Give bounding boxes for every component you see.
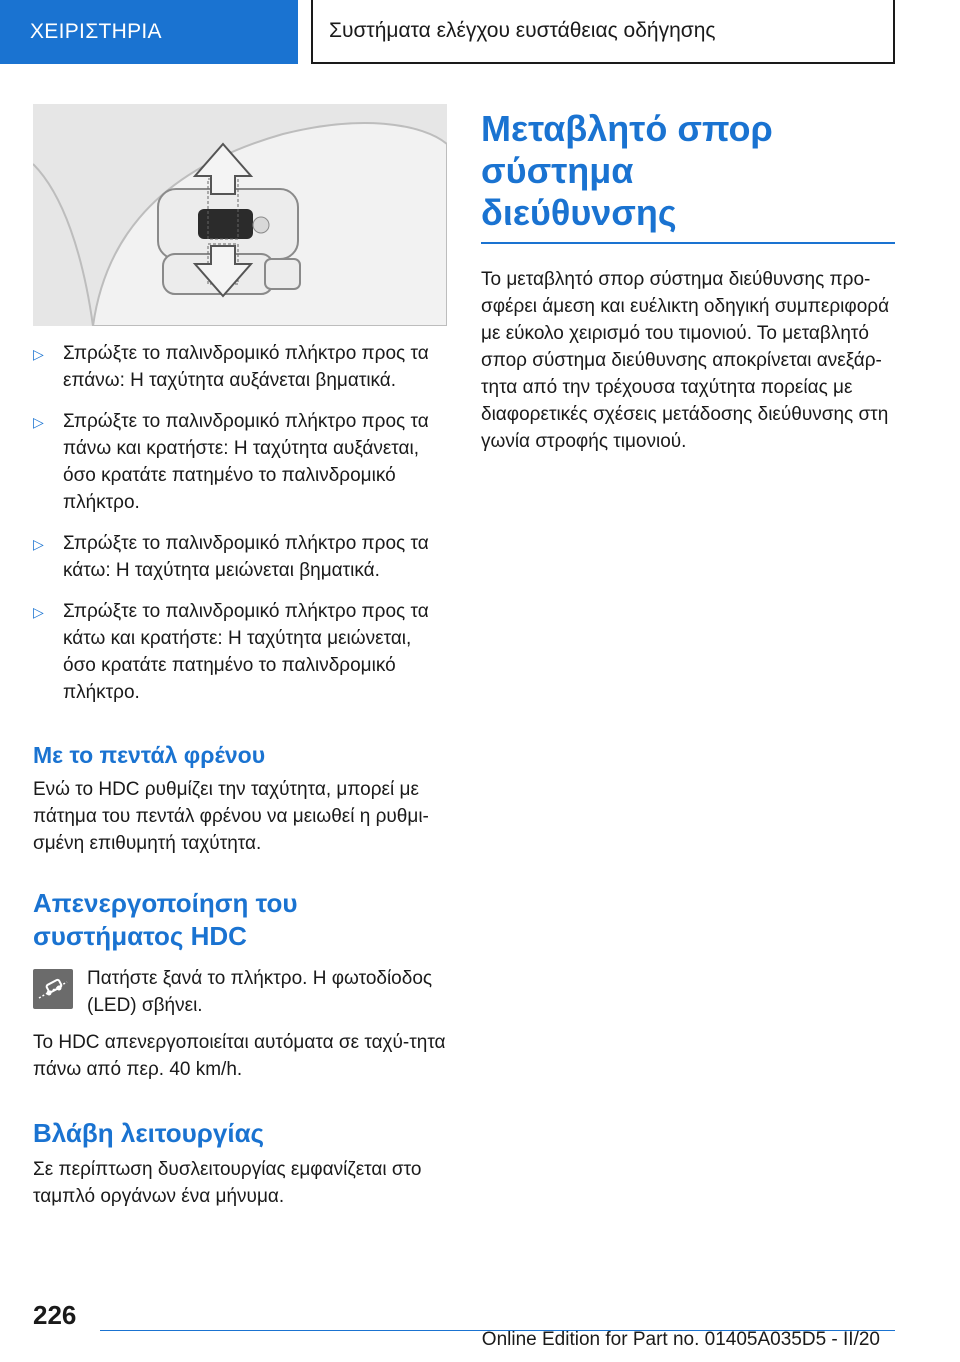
right-column [481,104,895,455]
section-title: ΧΕΙΡΙΣΤΗΡΙΑ [30,20,162,43]
list-item [33,408,447,516]
title-divider [481,242,895,244]
steering-wheel-switch-illustration [33,104,447,326]
list-item [33,530,447,584]
triangle-right-icon: ▷ [33,346,44,362]
deactivate-heading-line2: συστήματος HDC [33,921,247,951]
brake-heading: Με το πεντάλ φρένου [33,742,266,768]
malfunction-text: Σε περίπτωση δυσλειτουργίας εμφανίζεται στο ταμπλό οργάνων ένα μήνυμα. [33,1159,422,1207]
edition-text: Online Edition for Part no. 01405A035D5 - II/20 [481,1329,880,1350]
triangle-right-icon: ▷ [33,414,44,430]
hdc-instruction-text: Πατήστε ξανά το πλήκτρο. Η φωτοδίοδος (LED) σβήνει. [87,968,433,1016]
step-text: Σπρώξτε το παλινδρομικό πλήκτρο προς τα κάτω και κρατήστε: Η ταχύτητα μειώνεται, όσο κρατάτε πατημένο το παλινδρομικό πλήκτρο. [63,601,429,703]
steering-title [481,108,895,234]
deactivate-heading-line1: Απενεργοποίηση του [33,888,298,918]
step-text: Σπρώξτε το παλινδρομικό πλήκτρο προς τα επάνω: Η ταχύτητα αυξάνεται βηματικά. [63,343,429,391]
list-item [33,598,447,706]
hill-descent-control-icon [33,969,73,1009]
page-number: 226 [33,1300,77,1330]
malfunction-heading: Βλάβη λειτουργίας [33,1118,265,1148]
steering-title-line2: διεύθυνσης [481,192,677,233]
hdc-instruction [33,965,447,1019]
step-text: Σπρώξτε το παλινδρομικό πλήκτρο προς τα κάτω: Η ταχύτητα μειώνεται βηματικά. [63,533,429,581]
steering-wheel-drawing [33,104,447,326]
deactivate-heading [33,887,447,953]
step-text: Σπρώξτε το παλινδρομικό πλήκτρο προς τα πάνω και κρατήστε: Η ταχύτητα αυξάνεται, όσο κρατάτε πατημένο το παλινδρομικό πλήκτρο. [63,411,429,513]
left-column [33,104,447,1210]
section-tab [0,0,298,64]
list-item [33,340,447,394]
hdc-glyph [36,974,70,1004]
steering-title-line1: Μεταβλητό σπορ σύστημα [481,108,773,191]
deactivate-text: Το HDC απενεργοποιείται αυτόματα σε ταχύ-τητα πάνω από περ. 40 km/h. [33,1032,446,1080]
triangle-right-icon: ▷ [33,536,44,552]
chapter-header [311,0,895,64]
triangle-right-icon: ▷ [33,604,44,620]
steering-text: Το μεταβλητό σπορ σύστημα διεύθυνσης προ-σφέρει άμεση και ευέλικτη οδηγική συμπεριφορά με εύκολο χειρισμό του τιμονιού. Το μεταβλητό σπορ σύστημα διεύθυνσης αποκρίνεται ανεξάρ-τητα από την τρέχουσα ταχύτητα πορείας με διαφορετικές σχέσεις μετάδοσης διεύθυνσης στη γωνία στροφής τιμονιού. [481,269,890,452]
brake-text: Ενώ το HDC ρυθμίζει την ταχύτητα, μπορεί με πάτημα του πεντάλ φρένου να μειωθεί η ρυθμι-σμένη επιθυμητή ταχύτητα. [33,779,429,854]
chapter-title: Συστήματα ελέγχου ευστάθειας οδήγησης [329,19,716,42]
